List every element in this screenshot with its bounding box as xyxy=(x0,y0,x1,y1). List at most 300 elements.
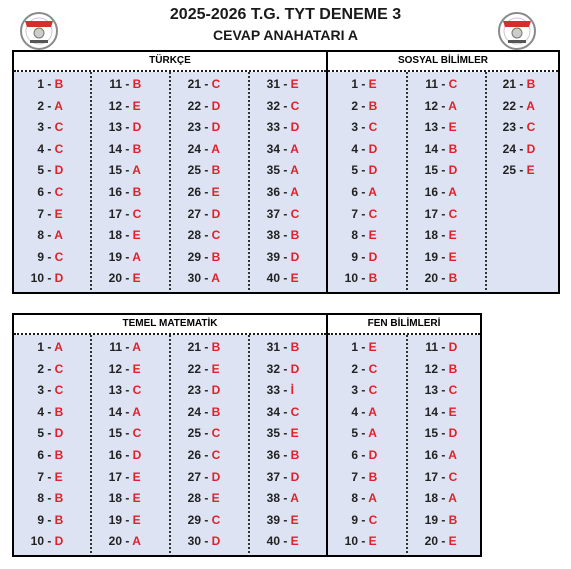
separator-dash: - xyxy=(122,120,133,135)
answer-cell xyxy=(260,96,299,117)
answer-letter: B xyxy=(368,271,378,286)
separator-dash: - xyxy=(358,426,369,441)
separator-dash: - xyxy=(44,141,55,156)
answer-cell xyxy=(102,467,141,488)
separator-dash: - xyxy=(438,120,449,135)
question-number: 18 xyxy=(108,228,122,243)
question-number: 34 xyxy=(266,404,280,419)
answer-cell xyxy=(260,380,294,401)
answer-cell xyxy=(102,74,141,95)
separator-dash: - xyxy=(280,340,291,354)
separator-dash: - xyxy=(516,98,527,113)
separator-dash: - xyxy=(201,249,212,264)
answer-letter: D xyxy=(368,141,378,156)
answer-letter: A xyxy=(448,98,457,113)
question-number: 7 xyxy=(37,206,44,221)
answer-cell xyxy=(260,531,299,552)
question-number: 30 xyxy=(187,271,201,286)
question-number: 38 xyxy=(266,228,280,243)
question-number: 12 xyxy=(108,361,122,376)
question-number: 22 xyxy=(187,361,201,376)
answer-letter: D xyxy=(290,120,300,135)
answer-cell xyxy=(24,117,63,138)
answer-letter: E xyxy=(368,228,377,243)
answer-cell xyxy=(24,225,63,246)
answer-letter: D xyxy=(211,206,221,221)
answer-cell xyxy=(418,96,457,117)
separator-dash: - xyxy=(201,361,212,376)
question-number: 21 xyxy=(187,77,201,91)
answer-cell xyxy=(24,510,63,531)
answer-cell xyxy=(418,225,457,246)
separator-dash: - xyxy=(122,383,133,398)
answer-letter: C xyxy=(368,512,378,527)
column-divider xyxy=(169,335,171,553)
separator-dash: - xyxy=(122,448,133,462)
answer-cell xyxy=(418,204,457,225)
separator-dash: - xyxy=(44,383,55,398)
question-number: 37 xyxy=(266,469,280,484)
separator-dash: - xyxy=(201,491,212,506)
question-number: 8 xyxy=(351,228,358,243)
question-number: 19 xyxy=(108,249,122,264)
answer-cell xyxy=(181,467,220,488)
separator-dash: - xyxy=(44,491,55,506)
answer-cell xyxy=(338,225,377,246)
answer-cell xyxy=(102,380,141,401)
answer-letter: D xyxy=(211,383,221,398)
separator-dash: - xyxy=(201,426,212,441)
answer-letter: C xyxy=(132,206,142,221)
answer-letter: C xyxy=(290,206,300,221)
separator-dash: - xyxy=(438,491,449,506)
answer-cell xyxy=(338,268,377,289)
answer-cell xyxy=(181,402,220,423)
separator-dash: - xyxy=(438,426,449,441)
separator-dash: - xyxy=(358,98,369,113)
question-number: 11 xyxy=(425,340,438,354)
answer-letter: C xyxy=(448,77,458,91)
separator-dash: - xyxy=(280,249,291,264)
separator-dash: - xyxy=(122,491,133,506)
separator-dash: - xyxy=(280,491,291,506)
separator-dash: - xyxy=(44,185,55,199)
question-number: 1 xyxy=(351,340,358,354)
answer-cell xyxy=(24,182,63,203)
question-number: 24 xyxy=(502,141,516,156)
separator-dash: - xyxy=(122,163,133,178)
answer-letter: E xyxy=(54,469,63,484)
answer-cell xyxy=(338,445,377,466)
question-number: 8 xyxy=(351,491,358,506)
answer-cell xyxy=(260,182,299,203)
page-subtitle: CEVAP ANAHATARI A xyxy=(213,27,358,43)
answer-letter: A xyxy=(132,404,141,419)
answer-letter: E xyxy=(448,534,457,549)
separator-dash: - xyxy=(438,98,449,113)
column-divider xyxy=(248,335,250,553)
separator-dash: - xyxy=(280,469,291,484)
section-divider xyxy=(326,315,328,555)
answer-letter: E xyxy=(132,271,141,286)
separator-dash: - xyxy=(201,383,212,398)
answer-cell xyxy=(102,117,141,138)
separator-dash: - xyxy=(280,141,291,156)
answer-cell xyxy=(260,445,299,466)
question-number: 40 xyxy=(266,534,280,549)
question-number: 18 xyxy=(424,491,438,506)
question-number: 6 xyxy=(351,185,358,199)
answer-letter: C xyxy=(132,383,142,398)
answer-cell xyxy=(260,74,299,95)
question-number: 14 xyxy=(108,141,122,156)
answer-cell xyxy=(24,402,63,423)
question-number: 7 xyxy=(351,206,358,221)
separator-dash: - xyxy=(280,404,291,419)
answer-letter: D xyxy=(211,98,221,113)
answer-cell xyxy=(181,510,220,531)
answer-letter: C xyxy=(368,361,378,376)
answer-letter: E xyxy=(290,534,299,549)
question-number: 1 xyxy=(37,77,44,91)
question-number: 14 xyxy=(424,404,438,419)
question-number: 35 xyxy=(266,163,280,178)
answer-letter: D xyxy=(448,340,458,354)
question-number: 15 xyxy=(424,426,438,441)
separator-dash: - xyxy=(122,271,133,286)
answer-letter: B xyxy=(132,185,142,199)
answer-cell xyxy=(338,247,377,268)
question-number: 22 xyxy=(502,98,516,113)
question-number: 37 xyxy=(266,206,280,221)
question-number: 29 xyxy=(187,512,201,527)
separator-dash: - xyxy=(438,77,449,91)
question-number: 27 xyxy=(187,206,201,221)
separator-dash: - xyxy=(516,120,527,135)
separator-dash: - xyxy=(358,206,369,221)
answer-cell xyxy=(418,74,457,95)
answer-letter: A xyxy=(290,141,299,156)
question-number: 28 xyxy=(187,228,201,243)
answer-letter: E xyxy=(132,469,141,484)
separator-dash: - xyxy=(280,163,291,178)
answer-letter: D xyxy=(526,141,536,156)
separator-dash: - xyxy=(438,271,449,286)
answer-cell xyxy=(24,204,63,225)
question-number: 21 xyxy=(187,340,201,354)
separator-dash: - xyxy=(438,361,449,376)
answer-cell xyxy=(24,337,63,358)
answer-letter: B xyxy=(54,491,64,506)
answer-letter: D xyxy=(132,120,142,135)
question-number: 32 xyxy=(266,98,280,113)
separator-dash: - xyxy=(201,141,212,156)
answer-letter: B xyxy=(54,448,64,462)
answer-cell xyxy=(338,204,377,225)
answer-cell xyxy=(24,359,63,380)
separator-dash: - xyxy=(358,404,369,419)
separator-dash: - xyxy=(44,469,55,484)
answer-cell xyxy=(102,204,141,225)
answer-cell xyxy=(418,268,457,289)
question-number: 30 xyxy=(187,534,201,549)
separator-dash: - xyxy=(122,469,133,484)
separator-dash: - xyxy=(44,249,55,264)
answer-letter: A xyxy=(526,98,535,113)
answer-letter: C xyxy=(211,512,221,527)
question-number: 16 xyxy=(108,185,122,199)
answer-cell xyxy=(102,423,141,444)
separator-dash: - xyxy=(201,206,212,221)
question-number: 39 xyxy=(266,249,280,264)
answer-letter: C xyxy=(211,448,221,462)
answer-letter: D xyxy=(290,469,300,484)
question-number: 31 xyxy=(266,340,280,354)
answer-letter: C xyxy=(54,383,64,398)
answer-letter: E xyxy=(448,120,457,135)
separator-dash: - xyxy=(44,271,55,286)
separator-dash: - xyxy=(201,340,212,354)
separator-dash: - xyxy=(438,404,449,419)
question-number: 4 xyxy=(37,404,44,419)
separator-dash: - xyxy=(516,141,527,156)
separator-dash: - xyxy=(122,98,133,113)
answer-letter: D xyxy=(368,163,378,178)
answer-letter: A xyxy=(132,340,141,354)
answer-letter: B xyxy=(448,271,458,286)
separator-dash: - xyxy=(358,271,369,286)
answer-cell xyxy=(260,402,299,423)
answer-cell xyxy=(338,510,377,531)
answer-cell xyxy=(260,359,299,380)
answer-cell xyxy=(260,337,299,358)
separator-dash: - xyxy=(201,512,212,527)
question-number: 2 xyxy=(37,361,44,376)
answer-letter: D xyxy=(211,120,221,135)
separator-dash: - xyxy=(44,206,55,221)
question-number: 16 xyxy=(424,448,438,462)
answer-letter: A xyxy=(132,534,141,549)
answer-cell xyxy=(102,96,141,117)
question-number: 3 xyxy=(351,120,358,135)
separator-dash: - xyxy=(44,163,55,178)
answer-letter: C xyxy=(290,98,300,113)
answer-cell xyxy=(102,139,141,160)
answer-letter: B xyxy=(132,77,142,91)
answer-cell xyxy=(338,139,377,160)
separator-dash: - xyxy=(122,228,133,243)
answer-cell xyxy=(181,204,220,225)
answer-cell xyxy=(102,160,141,181)
answer-letter: C xyxy=(290,404,300,419)
separator-dash: - xyxy=(358,383,369,398)
separator-dash: - xyxy=(438,340,449,354)
question-number: 7 xyxy=(351,469,358,484)
answer-letter: B xyxy=(448,361,458,376)
answer-letter: C xyxy=(448,383,458,398)
answer-letter: C xyxy=(526,120,536,135)
question-number: 23 xyxy=(502,120,516,135)
separator-dash: - xyxy=(280,120,291,135)
answer-cell xyxy=(338,117,377,138)
separator-dash: - xyxy=(201,77,212,91)
answer-letter: C xyxy=(368,120,378,135)
question-number: 25 xyxy=(187,426,201,441)
column-divider xyxy=(90,72,92,290)
answer-cell xyxy=(338,182,377,203)
answer-letter: B xyxy=(211,340,221,354)
answer-cell xyxy=(24,96,63,117)
answer-cell xyxy=(260,204,299,225)
question-number: 9 xyxy=(37,249,44,264)
separator-dash: - xyxy=(44,77,55,91)
answer-cell xyxy=(260,139,299,160)
answer-cell xyxy=(260,160,299,181)
answer-cell xyxy=(102,445,141,466)
answer-block-bottom xyxy=(12,313,482,557)
question-number: 15 xyxy=(108,163,122,178)
answer-cell xyxy=(24,74,63,95)
section-header-matematik: TEMEL MATEMATİK xyxy=(14,315,326,335)
separator-dash: - xyxy=(516,163,527,178)
question-number: 26 xyxy=(187,185,201,199)
answer-cell xyxy=(102,359,141,380)
answer-letter: A xyxy=(132,249,141,264)
answer-cell xyxy=(181,531,220,552)
question-number: 10 xyxy=(30,271,44,286)
question-number: 5 xyxy=(351,426,358,441)
answer-letter: D xyxy=(368,249,378,264)
separator-dash: - xyxy=(358,340,369,354)
answer-cell xyxy=(418,359,457,380)
answer-letter: A xyxy=(54,340,63,354)
answer-letter: B xyxy=(448,512,458,527)
question-number: 26 xyxy=(187,448,201,462)
question-number: 10 xyxy=(344,534,358,549)
answer-cell xyxy=(338,337,377,358)
question-number: 40 xyxy=(266,271,280,286)
answer-letter: A xyxy=(448,185,457,199)
question-number: 24 xyxy=(187,141,201,156)
answer-letter: C xyxy=(54,249,64,264)
question-number: 19 xyxy=(424,249,438,264)
question-number: 9 xyxy=(351,512,358,527)
separator-dash: - xyxy=(280,271,291,286)
answer-cell xyxy=(418,247,457,268)
answer-letter: A xyxy=(54,228,63,243)
answer-letter: C xyxy=(54,361,64,376)
answer-cell xyxy=(102,182,141,203)
section-divider xyxy=(326,52,328,292)
question-number: 27 xyxy=(187,469,201,484)
answer-letter: D xyxy=(290,361,300,376)
answer-letter: B xyxy=(290,448,300,462)
question-number: 29 xyxy=(187,249,201,264)
answer-cell xyxy=(181,380,220,401)
answer-cell xyxy=(24,380,63,401)
answer-letter: D xyxy=(211,534,221,549)
question-number: 31 xyxy=(266,77,280,91)
answer-cell xyxy=(24,160,63,181)
question-number: 6 xyxy=(37,185,44,199)
answer-cell xyxy=(338,488,377,509)
answer-letter: B xyxy=(448,141,458,156)
answer-letter: E xyxy=(448,249,457,264)
question-number: 9 xyxy=(351,249,358,264)
separator-dash: - xyxy=(438,383,449,398)
question-number: 25 xyxy=(502,163,516,178)
separator-dash: - xyxy=(358,185,369,199)
separator-dash: - xyxy=(280,383,291,398)
answer-cell xyxy=(260,268,299,289)
question-number: 19 xyxy=(108,512,122,527)
answer-letter: A xyxy=(368,491,377,506)
question-number: 23 xyxy=(187,383,201,398)
answer-cell xyxy=(102,531,141,552)
answer-letter: A xyxy=(448,491,457,506)
separator-dash: - xyxy=(201,271,212,286)
question-number: 6 xyxy=(37,448,44,462)
separator-dash: - xyxy=(201,534,212,549)
answer-letter: B xyxy=(54,512,64,527)
question-number: 23 xyxy=(187,120,201,135)
question-number: 20 xyxy=(424,534,438,549)
answer-letter: E xyxy=(54,206,63,221)
answer-cell xyxy=(24,423,63,444)
separator-dash: - xyxy=(438,141,449,156)
answer-letter: E xyxy=(448,228,457,243)
answer-letter: E xyxy=(290,77,299,91)
answer-letter: E xyxy=(132,228,141,243)
answer-letter: D xyxy=(54,534,64,549)
answer-letter: C xyxy=(211,77,221,91)
separator-dash: - xyxy=(280,426,291,441)
answer-cell xyxy=(338,96,377,117)
question-number: 19 xyxy=(424,512,438,527)
separator-dash: - xyxy=(44,534,55,549)
answer-letter: E xyxy=(368,77,377,91)
separator-dash: - xyxy=(122,249,133,264)
question-number: 11 xyxy=(425,77,438,91)
separator-dash: - xyxy=(280,98,291,113)
question-number: 35 xyxy=(266,426,280,441)
answer-letter: B xyxy=(132,141,142,156)
question-number: 14 xyxy=(108,404,122,419)
answer-letter: D xyxy=(368,448,378,462)
answer-letter: B xyxy=(368,98,378,113)
question-number: 13 xyxy=(108,383,122,398)
question-number: 3 xyxy=(37,120,44,135)
answer-letter: D xyxy=(290,249,300,264)
answer-cell xyxy=(496,117,535,138)
answer-letter: E xyxy=(290,512,299,527)
answer-cell xyxy=(181,96,220,117)
separator-dash: - xyxy=(44,340,55,354)
answer-letter: E xyxy=(211,361,220,376)
answer-cell xyxy=(338,380,377,401)
section-header-sosyal: SOSYAL BİLİMLER xyxy=(328,52,558,72)
answer-cell xyxy=(418,182,457,203)
answer-letter: C xyxy=(132,426,142,441)
answer-letter: D xyxy=(448,426,458,441)
separator-dash: - xyxy=(201,404,212,419)
separator-dash: - xyxy=(44,120,55,135)
answer-cell xyxy=(418,531,457,552)
answer-cell xyxy=(418,423,457,444)
separator-dash: - xyxy=(44,98,55,113)
answer-letter: E xyxy=(290,271,299,286)
answer-cell xyxy=(24,467,63,488)
